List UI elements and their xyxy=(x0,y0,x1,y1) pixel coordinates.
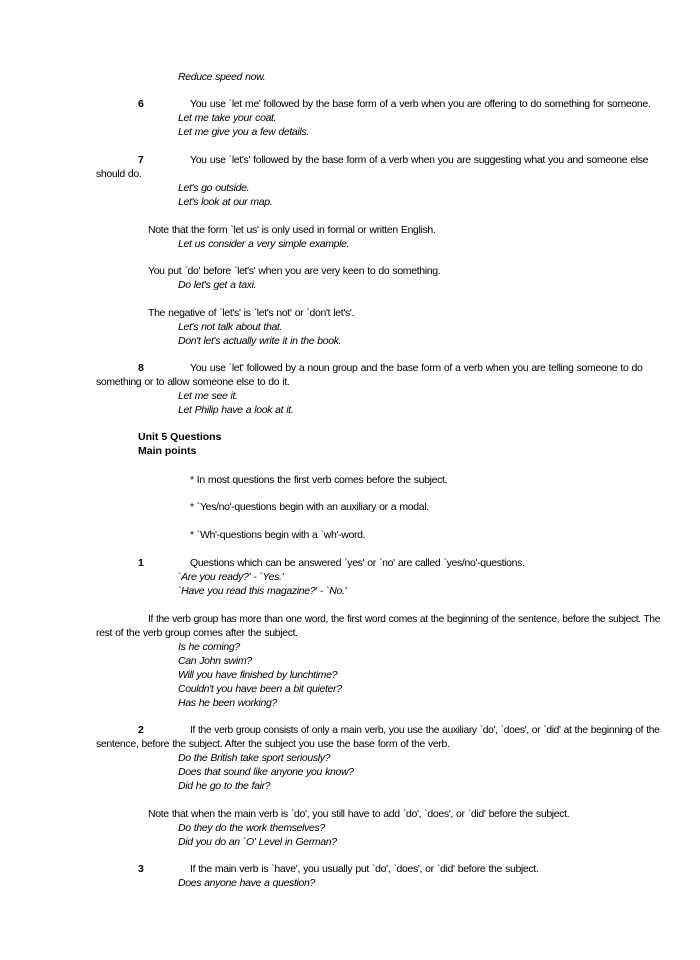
example-line: Did you do an `O' Level in German? xyxy=(178,836,337,848)
unit-subtitle: Main points xyxy=(138,445,197,457)
negative-lets-text: The negative of `let's' is `let's not' or `don't let's'. xyxy=(148,307,355,319)
section-number-8: 8 xyxy=(138,362,144,374)
example-line: Is he coming? xyxy=(178,641,240,653)
section-8-text-line1: You use `let' followed by a noun group and the base form of a verb when you are telling someone to do xyxy=(190,362,643,374)
example-line: Let Philip have a look at it. xyxy=(178,404,294,416)
example-reduce-speed: Reduce speed now. xyxy=(178,71,266,83)
section-number-2: 2 xyxy=(138,724,144,736)
example-line: Let me take your coat. xyxy=(178,112,277,124)
example-line: `Have you read this magazine?' - `No.' xyxy=(178,585,347,597)
example-line: Don't let's actually write it in the book. xyxy=(178,335,342,347)
bullet-point: * In most questions the first verb comes before the subject. xyxy=(190,474,448,486)
example-line: Do they do the work themselves? xyxy=(178,822,325,834)
example-line: Let me give you a few details. xyxy=(178,126,309,138)
verb-group-text-line1: If the verb group has more than one word, the first word comes at the beginning of the sentence, before the subject. The xyxy=(148,613,661,625)
section-8-text-line2: something or to allow someone else to do it. xyxy=(96,376,290,388)
example-line: `Are you ready?' - `Yes.' xyxy=(178,571,284,583)
verb-group-text-line2: rest of the verb group comes after the subject. xyxy=(96,627,298,639)
example-line: Let me see it. xyxy=(178,390,238,402)
question-2-text-line1: If the verb group consists of only a main verb, you use the auxiliary `do', `does', or `did' at the beginning of the xyxy=(190,724,660,736)
note-do-text: Note that when the main verb is `do', you still have to add `do', `does', or `did' before the subject. xyxy=(148,808,570,820)
do-lets-text: You put `do' before `let's' when you are very keen to do something. xyxy=(148,265,441,277)
example-line: Will you have finished by lunchtime? xyxy=(178,669,338,681)
example-line: Let's not talk about that. xyxy=(178,321,283,333)
example-line: Does that sound like anyone you know? xyxy=(178,766,354,778)
section-6-text: You use `let me' followed by the base form of a verb when you are offering to do something for someone. xyxy=(190,98,651,110)
bullet-point: * `Wh'-questions begin with a `wh'-word. xyxy=(190,529,366,541)
section-number-1: 1 xyxy=(138,557,144,569)
section-number-7: 7 xyxy=(138,154,144,166)
example-line: Do let's get a taxi. xyxy=(178,279,257,291)
unit-title: Unit 5 Questions xyxy=(138,431,222,443)
note-let-us-text: Note that the form `let us' is only used in formal or written English. xyxy=(148,224,436,236)
example-line: Do the British take sport seriously? xyxy=(178,752,331,764)
bullet-point: * `Yes/no'-questions begin with an auxiliary or a modal. xyxy=(190,501,429,513)
question-1-text: Questions which can be answered `yes' or `no' are called `yes/no'-questions. xyxy=(190,557,525,569)
example-line: Has he been working? xyxy=(178,697,277,709)
question-3-text: If the main verb is `have', you usually put `do', `does', or `did' before the subject. xyxy=(190,863,539,875)
example-line: Let's look at our map. xyxy=(178,196,273,208)
example-line: Does anyone have a question? xyxy=(178,877,315,889)
section-7-text-line2: should do. xyxy=(96,168,142,180)
example-line: Let's go outside. xyxy=(178,182,250,194)
example-line: Can John swim? xyxy=(178,655,252,667)
question-2-text-line2: sentence, before the subject. After the subject you use the base form of the verb. xyxy=(96,738,450,750)
section-number-6: 6 xyxy=(138,98,144,110)
section-number-3: 3 xyxy=(138,863,144,875)
section-7-text-line1: You use `let's' followed by the base form of a verb when you are suggesting what you and someone else xyxy=(190,154,649,166)
example-line: Let us consider a very simple example. xyxy=(178,238,350,250)
example-line: Did he go to the fair? xyxy=(178,780,271,792)
example-line: Couldn't you have been a bit quieter? xyxy=(178,683,342,695)
